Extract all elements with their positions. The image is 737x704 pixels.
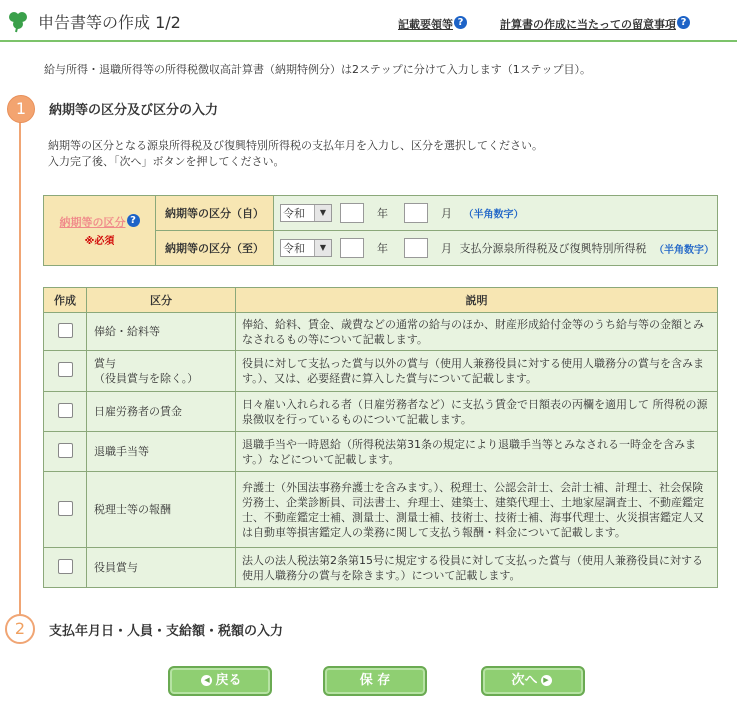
table-row — [44, 313, 718, 351]
column-header-description: 説明 — [236, 288, 718, 313]
period-to-label: 納期等の区分（至） — [156, 231, 274, 266]
category-description: 俸給、給料、賃金、歳費などの通常の給与のほか、財産形成給付金等のうち給与等の金額とみなされるもの等について記載します。 — [236, 313, 718, 351]
step-1-title: 納期等の区分及び区分の入力 — [49, 103, 219, 118]
month-input-from[interactable] — [404, 203, 428, 223]
category-description: 退職手当や一時恩給（所得税法第31条の規定により退職手当等とみなされる一時金を含みます。）などについて記載します。 — [236, 432, 718, 472]
category-name: 役員賞与 — [87, 548, 236, 588]
year-input-to[interactable] — [340, 238, 364, 258]
kubun-table — [43, 287, 718, 588]
category-name: 退職手当等 — [87, 432, 236, 472]
chevron-down-icon: ▼ — [314, 240, 331, 256]
month-unit: 月 — [441, 242, 452, 255]
help-icon[interactable]: ? — [454, 16, 467, 29]
help-icon[interactable]: ? — [677, 16, 690, 29]
year-unit: 年 — [377, 207, 388, 220]
step-1-description: 納期等の区分となる源泉所得税及び復興特別所得税の支払年月を入力し、区分を選択してください。 入力完了後、「次へ」ボタンを押してください。 — [48, 139, 543, 168]
period-to-row — [274, 231, 718, 266]
month-input-to[interactable] — [404, 238, 428, 258]
help-icon[interactable]: ? — [127, 214, 140, 227]
create-checkbox[interactable] — [58, 403, 73, 418]
step-1-number-icon: 1 — [7, 95, 35, 123]
create-checkbox[interactable] — [58, 443, 73, 458]
era-select-from[interactable]: 令和 ▼ — [280, 204, 332, 222]
intro-text: 給与所得・退職所得等の所得税徴収高計算書（納期特例分）は2ステップに分けて入力します（1ステップ目）。 — [44, 63, 592, 76]
create-checkbox[interactable] — [58, 323, 73, 338]
table-row — [44, 472, 718, 548]
step-2-number-icon: 2 — [5, 614, 35, 644]
year-input-from[interactable] — [340, 203, 364, 223]
arrow-right-icon: ▶ — [541, 675, 552, 686]
table-row — [44, 392, 718, 432]
category-name: 税理士等の報酬 — [87, 472, 236, 548]
column-header-category: 区分 — [87, 288, 236, 313]
guide-link[interactable]: 記載要領等 ? — [398, 16, 467, 32]
create-checkbox[interactable] — [58, 501, 73, 516]
table-row — [44, 351, 718, 392]
period-from-row — [274, 196, 718, 231]
save-button[interactable]: 保 存 — [323, 666, 427, 696]
back-button[interactable]: ◀ 戻る — [168, 666, 272, 696]
page-title: 申告書等の作成 1/2 — [38, 13, 181, 32]
category-description: 法人の法人税法第2条第15号に規定する役員に対して支払った賞与（使用人兼務役員に対する使用人職務分の賞与を除きます。）について記載します。 — [236, 548, 718, 588]
notes-link[interactable]: 計算書の作成に当たっての留意事項 ? — [500, 16, 690, 32]
hint-half-width: （半角数字） — [463, 209, 524, 221]
era-select-to[interactable]: 令和 ▼ — [280, 239, 332, 257]
category-name: 俸給・給料等 — [87, 313, 236, 351]
table-row — [44, 548, 718, 588]
clover-icon — [6, 9, 30, 33]
period-label-link[interactable]: 納期等の区分 — [59, 216, 126, 229]
period-label-cell — [44, 196, 156, 266]
step-2-title: 支払年月日・人員・支給額・税額の入力 — [49, 624, 284, 639]
category-description: 役員に対して支払った賞与以外の賞与（使用人兼務役員に対する使用人職務分の賞与を含みます。）、又は、必要経費に算入した賞与について記載します。 — [236, 351, 718, 392]
table-row — [44, 432, 718, 472]
hint-half-width: （半角数字） — [654, 244, 714, 256]
period-from-label: 納期等の区分（自） — [156, 196, 274, 231]
create-checkbox[interactable] — [58, 559, 73, 574]
category-description: 弁護士（外国法事務弁護士を含みます。）、税理士、公認会計士、会計士補、計理士、社会保険労務士、企業診断員、司法書士、弁理士、建築士、建築代理士、土地家屋調査士、不動産鑑定士、不動産鑑定士補、測量士、測量士補、技術士、技術士補、海事代理士、火災損害鑑定人又は自動車等損害鑑定人の業務に関して支払う報酬・料金について記載します。 — [236, 472, 718, 548]
category-name: 日雇労務者の賃金 — [87, 392, 236, 432]
category-name: 賞与 （役員賞与を除く。） — [87, 351, 236, 392]
year-unit: 年 — [377, 242, 388, 255]
chevron-down-icon: ▼ — [314, 205, 331, 221]
next-button[interactable]: 次へ ▶ — [481, 666, 585, 696]
step-connector-line — [19, 119, 21, 619]
period-to-suffix: 支払分源泉所得税及び復興特別所得税 — [459, 242, 647, 255]
arrow-left-icon: ◀ — [201, 675, 212, 686]
month-unit: 月 — [441, 207, 452, 220]
create-checkbox[interactable] — [58, 362, 73, 377]
category-description: 日々雇い入れられる者（日雇労務者など）に支払う賃金で日額表の丙欄を適用して 所得税の源泉徴収を行っているものについて記載します。 — [236, 392, 718, 432]
column-header-create: 作成 — [44, 288, 87, 313]
required-badge: ※必須 — [84, 236, 115, 247]
period-table — [43, 195, 718, 266]
header-bar — [0, 0, 737, 42]
